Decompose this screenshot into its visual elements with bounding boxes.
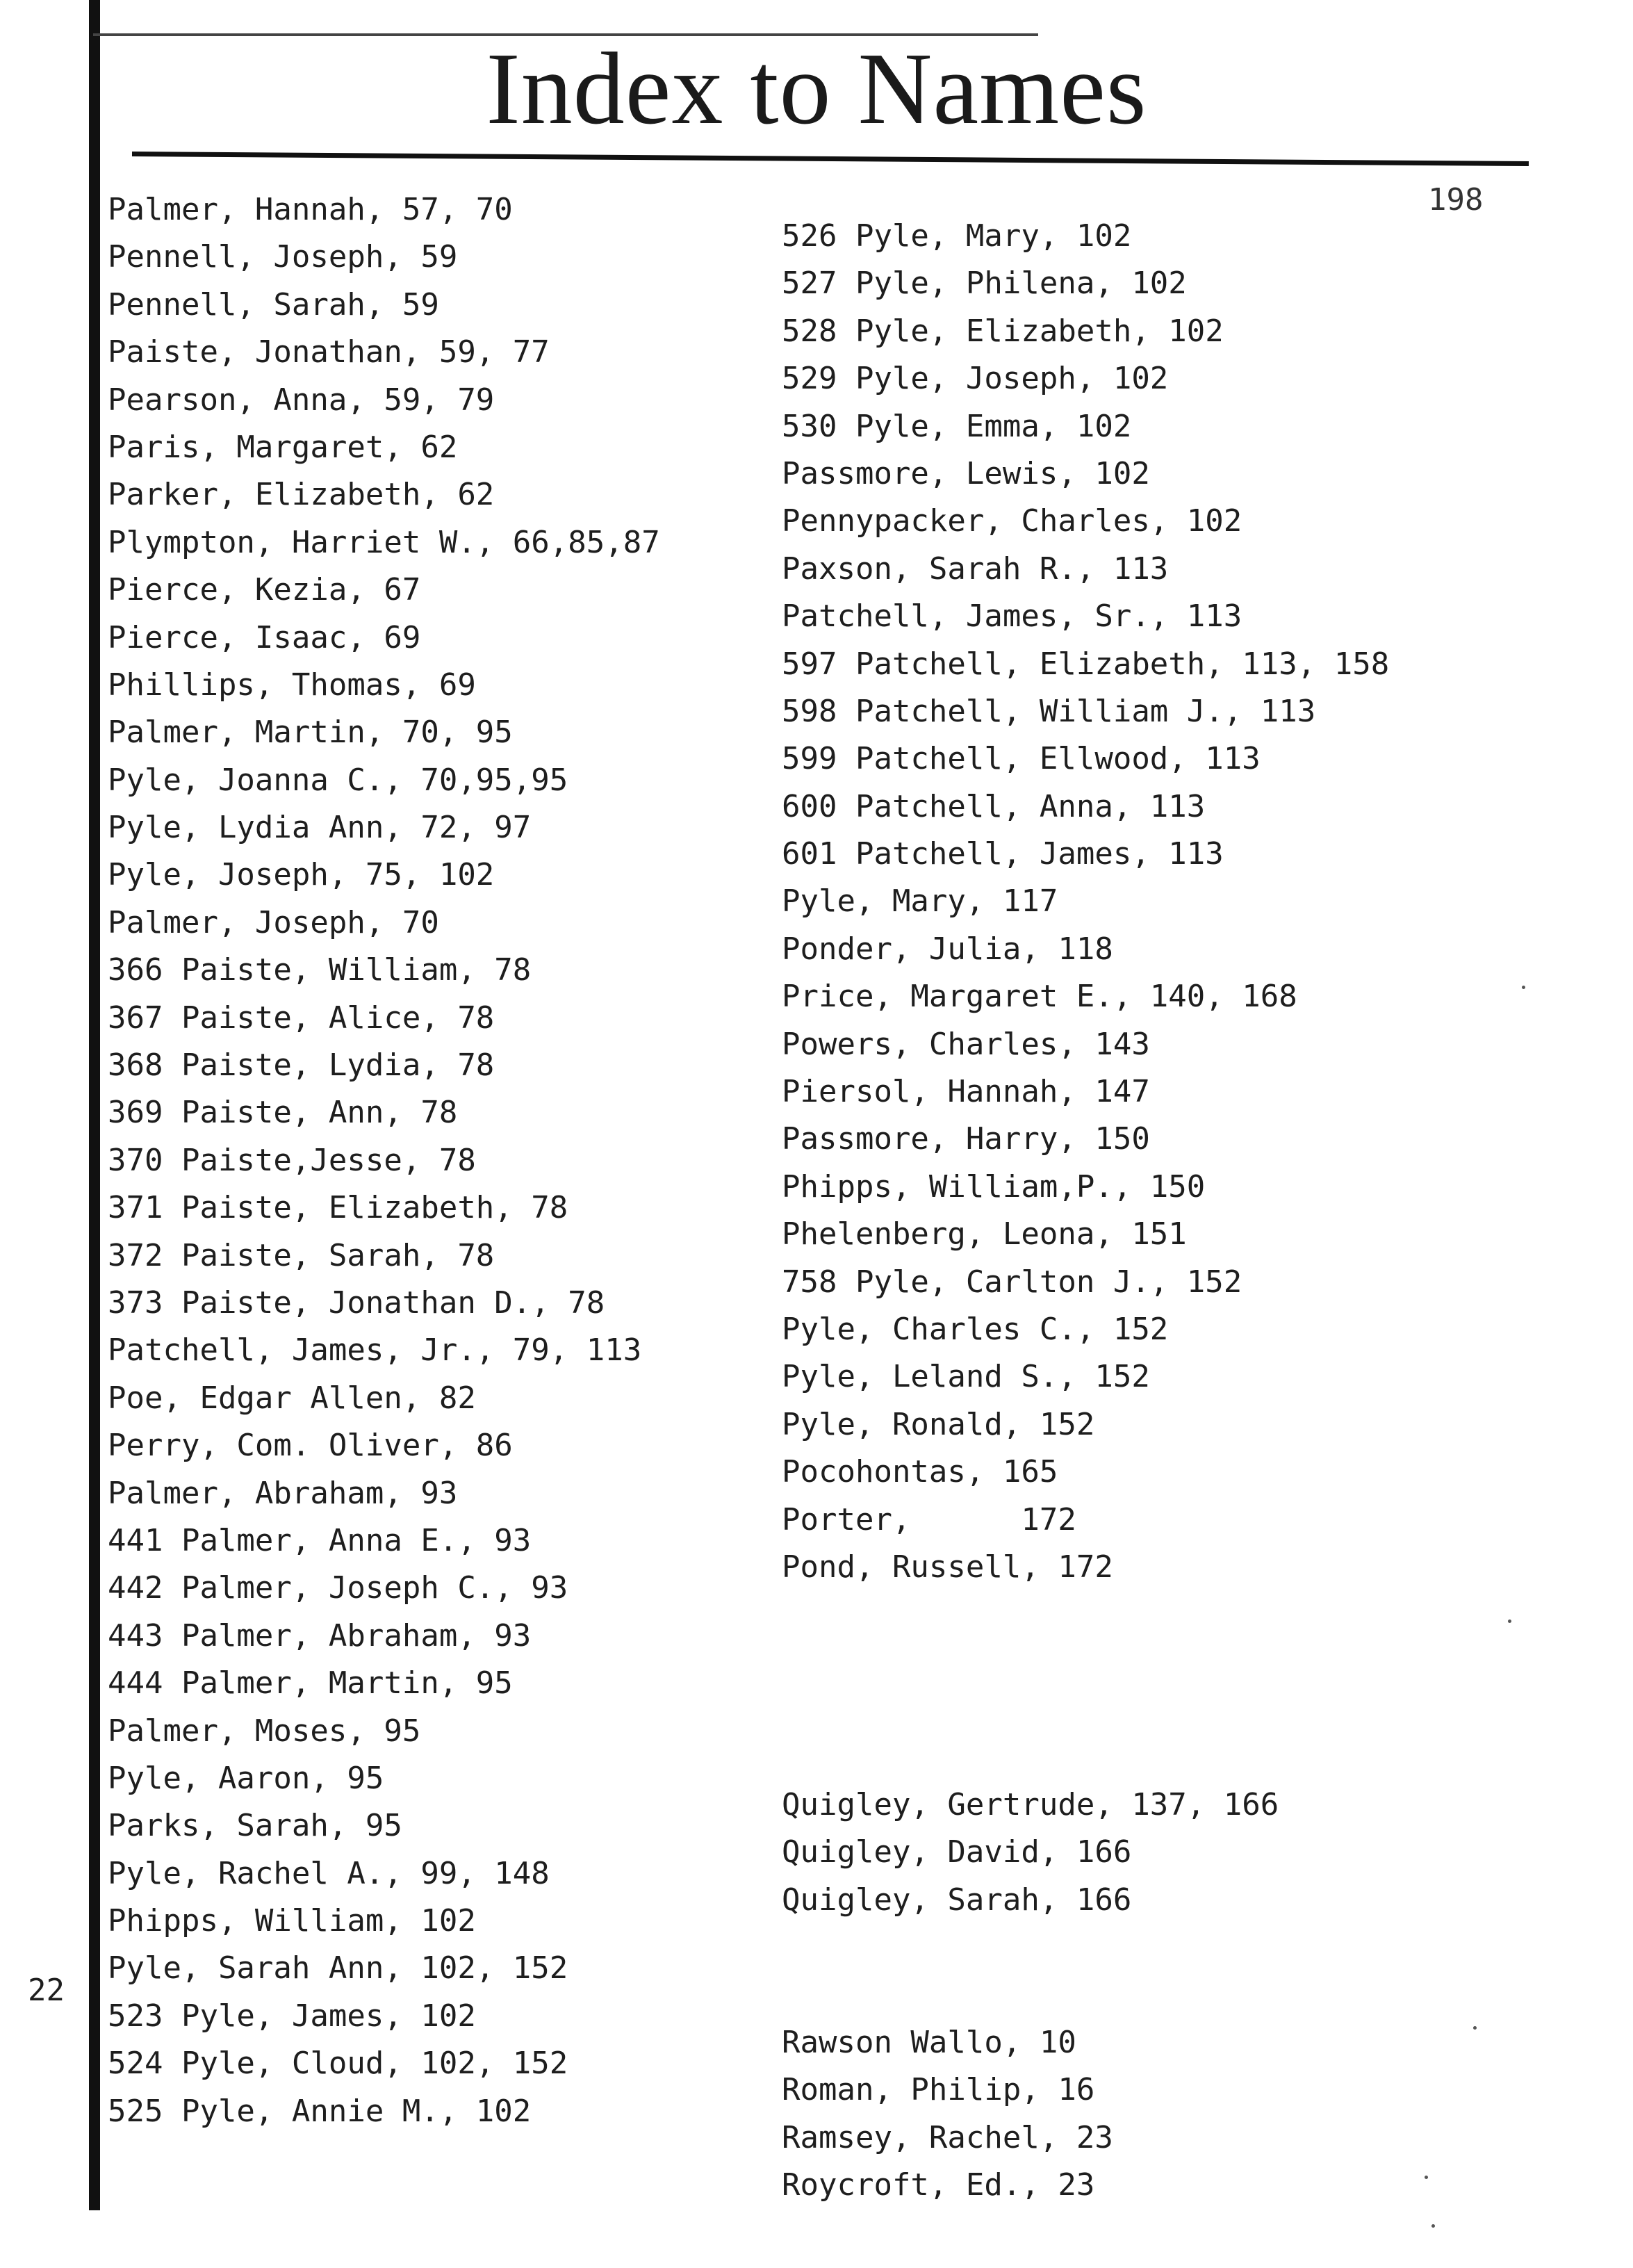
blank-line: [782, 1639, 1389, 1686]
index-entry: Piersol, Hannah, 147: [782, 1074, 1150, 1110]
scan-speck: [1431, 2224, 1435, 2228]
index-entry: 597 Patchell, Elizabeth, 113, 158: [782, 646, 1390, 682]
index-entry: Patchell, James, Sr., 113: [782, 598, 1242, 635]
scan-speck: [1425, 2176, 1428, 2179]
index-entry: 600 Patchell, Anna, 113: [782, 788, 1206, 824]
index-entry: 529 Pyle, Joseph, 102: [782, 361, 1169, 397]
index-entry: Pennypacker, Charles, 102: [782, 503, 1242, 539]
index-entry: Palmer, Martin, 70, 95: [108, 715, 513, 751]
index-entry: Palmer, Abraham, 93: [108, 1475, 458, 1511]
index-entry: 366 Paiste, William, 78: [108, 952, 532, 988]
index-entry: 370 Paiste,Jesse, 78: [108, 1142, 476, 1178]
index-entry: Poe, Edgar Allen, 82: [108, 1380, 476, 1416]
index-entry: Pyle, Mary, 117: [782, 883, 1058, 920]
blank-line: [782, 1924, 1389, 1971]
index-entry: Paxson, Sarah R., 113: [782, 550, 1169, 587]
index-entry: 525 Pyle, Annie M., 102: [108, 2093, 532, 2129]
index-entry: Parker, Elizabeth, 62: [108, 477, 495, 513]
index-entry: Pyle, Joseph, 75, 102: [108, 857, 495, 893]
index-entry: 372 Paiste, Sarah, 78: [108, 1237, 495, 1273]
header-rule: [132, 152, 1529, 166]
index-entry: Passmore, Harry, 150: [782, 1121, 1150, 1157]
index-entry: Palmer, Joseph, 70: [108, 904, 439, 940]
index-entry: Phelenberg, Leona, 151: [782, 1216, 1187, 1253]
scan-speck: [1522, 986, 1525, 989]
index-entry: Pierce, Isaac, 69: [108, 619, 421, 655]
blank-line: [782, 1971, 1389, 2018]
index-entry: 444 Palmer, Martin, 95: [108, 1665, 513, 1702]
index-entry: Paiste, Jonathan, 59, 77: [108, 334, 550, 370]
index-entry: Patchell, James, Jr., 79, 113: [108, 1332, 642, 1369]
blank-line: [782, 1591, 1389, 1638]
index-entry: Pyle, Leland S., 152: [782, 1359, 1150, 1395]
index-entry: Pocohontas, 165: [782, 1454, 1058, 1490]
index-entry: 441 Palmer, Anna E., 93: [108, 1522, 532, 1558]
index-entry: Pyle, Sarah Ann, 102, 152: [108, 1950, 568, 1986]
index-entry: Pyle, Ronald, 152: [782, 1406, 1095, 1442]
index-entry: Perry, Com. Oliver, 86: [108, 1428, 513, 1464]
index-entry: Ramsey, Rachel, 23: [782, 2119, 1113, 2155]
index-entry: Pyle, Aaron, 95: [108, 1760, 384, 1796]
index-entry: Phipps, William, 102: [108, 1903, 476, 1939]
index-entry: 442 Palmer, Joseph C., 93: [108, 1570, 568, 1606]
index-entry: 443 Palmer, Abraham, 93: [108, 1617, 532, 1654]
index-entry: 373 Paiste, Jonathan D., 78: [108, 1284, 605, 1321]
index-entry: Rawson Wallo, 10: [782, 2024, 1076, 2060]
page-title: Index to Names: [486, 32, 1147, 146]
index-entry: 527 Pyle, Philena, 102: [782, 266, 1187, 302]
blank-line: [782, 1686, 1389, 1733]
index-entry: Quigley, Gertrude, 137, 166: [782, 1786, 1279, 1822]
index-entry: Passmore, Lewis, 102: [782, 455, 1150, 491]
index-entry: Price, Margaret E., 140, 168: [782, 979, 1297, 1015]
index-column-left: [108, 186, 660, 2135]
index-entry: 528 Pyle, Elizabeth, 102: [782, 313, 1224, 349]
index-entry: 371 Paiste, Elizabeth, 78: [108, 1190, 568, 1226]
index-entry: Pearson, Anna, 59, 79: [108, 382, 495, 418]
index-entry: 530 Pyle, Emma, 102: [782, 408, 1132, 444]
index-entry: 524 Pyle, Cloud, 102, 152: [108, 2046, 568, 2082]
scan-speck: [1473, 2026, 1477, 2030]
index-entry: Pennell, Sarah, 59: [108, 286, 439, 323]
index-entry: Paris, Margaret, 62: [108, 429, 458, 465]
index-entry: Porter, 172: [782, 1501, 1076, 1537]
page-binding-edge: [89, 0, 100, 2210]
index-entry: Powers, Charles, 143: [782, 1026, 1150, 1062]
index-entry: Ponder, Julia, 118: [782, 931, 1113, 967]
index-entry: Palmer, Hannah, 57, 70: [108, 192, 513, 227]
index-column-right: [782, 213, 1389, 2209]
page-number: 198: [1428, 182, 1484, 218]
index-entry: 369 Paiste, Ann, 78: [108, 1095, 458, 1131]
index-entry: Parks, Sarah, 95: [108, 1808, 402, 1844]
index-entry: Roycroft, Ed., 23: [782, 2167, 1095, 2203]
index-entry: 598 Patchell, William J., 113: [782, 693, 1316, 729]
index-entry: Pond, Russell, 172: [782, 1549, 1113, 1585]
index-entry: Pyle, Lydia Ann, 72, 97: [108, 810, 532, 846]
index-entry: Pyle, Joanna C., 70,95,95: [108, 762, 568, 798]
index-entry: Pyle, Charles C., 152: [782, 1311, 1169, 1347]
blank-line: [782, 1734, 1389, 1781]
index-entry: Plympton, Harriet W., 66,85,87: [108, 524, 660, 560]
margin-note: 22: [28, 1973, 65, 2008]
index-entry: 523 Pyle, James, 102: [108, 1998, 476, 2034]
index-entry: Palmer, Moses, 95: [108, 1713, 421, 1749]
index-entry: 758 Pyle, Carlton J., 152: [782, 1264, 1242, 1300]
index-entry: 526 Pyle, Mary, 102: [782, 218, 1132, 254]
scan-speck: [1508, 1620, 1511, 1623]
index-entry: Quigley, Sarah, 166: [782, 1882, 1132, 1918]
index-entry: Phillips, Thomas, 69: [108, 667, 476, 703]
index-entry: 599 Patchell, Ellwood, 113: [782, 741, 1261, 777]
index-entry: 368 Paiste, Lydia, 78: [108, 1047, 495, 1084]
index-entry: Phipps, William,P., 150: [782, 1168, 1206, 1205]
index-entry: Pierce, Kezia, 67: [108, 572, 421, 608]
index-entry: 367 Paiste, Alice, 78: [108, 1000, 495, 1036]
index-entry: Roman, Philip, 16: [782, 2072, 1095, 2108]
index-entry: Pennell, Joseph, 59: [108, 239, 458, 275]
index-entry: Pyle, Rachel A., 99, 148: [108, 1855, 550, 1891]
index-entry: Quigley, David, 166: [782, 1834, 1132, 1870]
index-entry: 601 Patchell, James, 113: [782, 836, 1224, 872]
